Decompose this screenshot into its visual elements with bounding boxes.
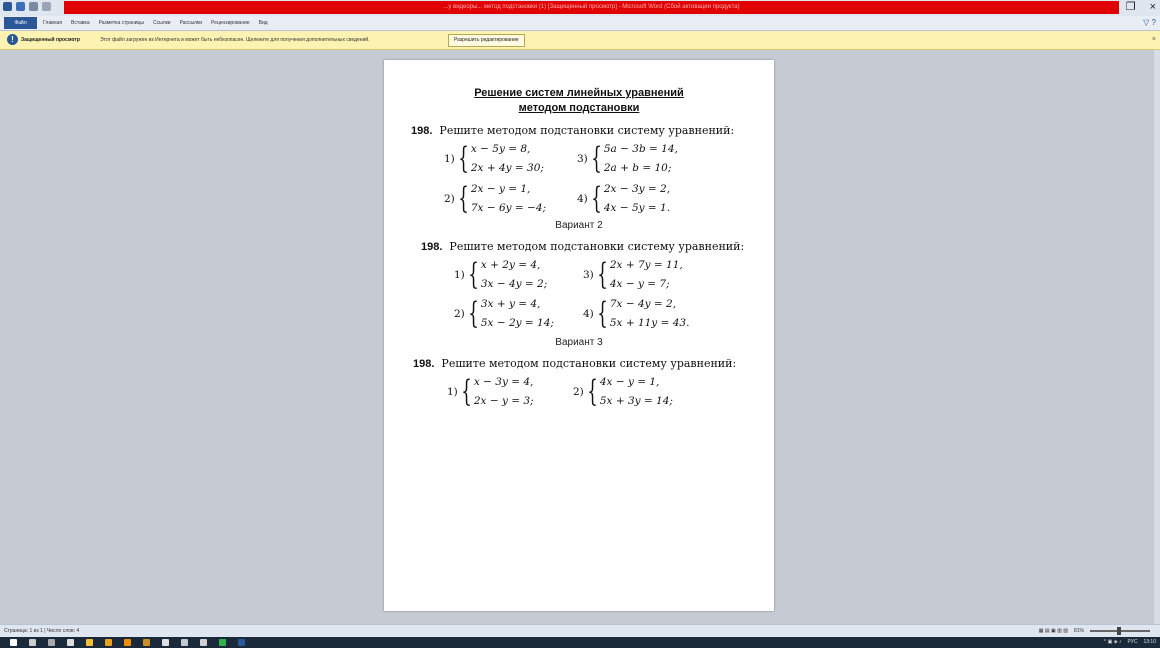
quick-access-toolbar	[3, 2, 51, 11]
app-icon[interactable]	[181, 639, 188, 646]
start-icon[interactable]	[10, 639, 17, 646]
document-page	[384, 60, 774, 611]
page-count[interactable]: Страница: 1 из 1	[4, 628, 43, 634]
doc-title-line1: Решение систем линейных уравнений	[474, 87, 684, 99]
shield-icon: !	[7, 34, 18, 45]
help-icon[interactable]: ▽ ?	[1143, 18, 1156, 27]
equation-system: 1) { x − 3y = 4, 2x − y = 3;	[447, 374, 534, 409]
equation-system: 2) { 4x − y = 1, 5x + 3y = 14;	[573, 374, 673, 409]
app-icon[interactable]	[200, 639, 207, 646]
enable-editing-button[interactable]: Разрешить редактирование	[448, 34, 525, 47]
protected-view-title: Защищенный просмотр	[21, 37, 80, 43]
restore-button[interactable]: ❐	[1125, 1, 1136, 13]
tray-icons[interactable]: ^ ▣ ◈ ♪	[1103, 639, 1122, 645]
app-icon[interactable]	[143, 639, 150, 646]
clock[interactable]: 13:10	[1143, 639, 1156, 645]
word-icon[interactable]	[238, 639, 245, 646]
equation-system: 2) { 3x + y = 4, 5x − 2y = 14;	[454, 296, 554, 331]
vertical-scrollbar[interactable]	[1154, 50, 1160, 624]
equation-system: 1) { x + 2y = 4, 3x − 4y = 2;	[454, 257, 548, 292]
close-bar-icon[interactable]: ×	[1151, 36, 1156, 43]
chrome-icon[interactable]	[105, 639, 112, 646]
browser-icon[interactable]	[124, 639, 131, 646]
tab-insert[interactable]: Вставка	[71, 20, 90, 26]
equation-system: 3) { 5a − 3b = 14, 2a + b = 10;	[577, 141, 678, 176]
redo-icon[interactable]	[42, 2, 51, 11]
variant-heading: Вариант 3	[555, 337, 603, 348]
word-count[interactable]: Число слов: 4	[46, 628, 80, 634]
undo-icon[interactable]	[29, 2, 38, 11]
tab-page-layout[interactable]: Разметка страницы	[98, 20, 144, 26]
save-icon[interactable]	[16, 2, 25, 11]
tab-mailings[interactable]: Рассылки	[179, 20, 203, 26]
equation-system: 4) { 7x − 4y = 2, 5x + 11y = 43.	[583, 296, 690, 331]
equation-system: 4) { 2x − 3y = 2, 4x − 5y = 1.	[577, 181, 671, 216]
app-icon[interactable]	[162, 639, 169, 646]
word-logo-icon	[3, 2, 12, 11]
variant-heading: Вариант 2	[555, 220, 603, 231]
app-icon[interactable]	[219, 639, 226, 646]
protected-view-bar	[0, 31, 1160, 50]
task-view-icon[interactable]	[48, 639, 55, 646]
window-title: ...у видеоры... метод подстановки (1) [Защищенный просмотр] - Microsoft Word (Сбой активации продукта)	[64, 1, 1119, 14]
search-icon[interactable]	[29, 639, 36, 646]
equation-system: 2) { 2x − y = 1, 7x − 6y = −4;	[444, 181, 547, 216]
tab-view[interactable]: Вид	[258, 20, 268, 26]
equation-system: 3) { 2x + 7y = 11, 4x − y = 7;	[583, 257, 683, 292]
title-bar	[0, 0, 1160, 16]
zoom-slider[interactable]	[1090, 630, 1150, 632]
tab-file[interactable]: Файл	[4, 17, 37, 29]
status-bar: Страница: 1 из 1 | Число слов: 4 ▦ ▤ ▣ ▥ ▧ 81%	[0, 624, 1160, 637]
language-indicator[interactable]: РУС	[1127, 639, 1138, 645]
tab-review[interactable]: Рецензирование	[211, 20, 250, 26]
folder-icon[interactable]	[86, 639, 93, 646]
zoom-level[interactable]: 81%	[1073, 628, 1084, 634]
close-button[interactable]: ×	[1149, 1, 1156, 13]
tab-home[interactable]: Главная	[43, 20, 63, 26]
tab-references[interactable]: Ссылки	[152, 20, 171, 26]
ribbon-tabs	[0, 16, 1160, 31]
doc-title-line2: методом подстановки	[518, 102, 640, 114]
equation-system: 1) { x − 5y = 8, 2x + 4y = 30;	[444, 141, 544, 176]
task-heading: 198. Решите методом подстановки систему уравнений:	[413, 357, 737, 370]
store-icon[interactable]	[67, 639, 74, 646]
task-heading: 198. Решите методом подстановки систему уравнений:	[411, 124, 735, 137]
task-heading: 198. Решите методом подстановки систему уравнений:	[421, 240, 745, 253]
view-buttons-icon[interactable]: ▦ ▤ ▣ ▥ ▧	[1038, 628, 1068, 634]
taskbar	[0, 637, 1160, 648]
protected-view-message[interactable]: Этот файл загружен из Интернета и может быть небезопасен. Щелкните для получения дополнительных сведений.	[100, 37, 370, 43]
